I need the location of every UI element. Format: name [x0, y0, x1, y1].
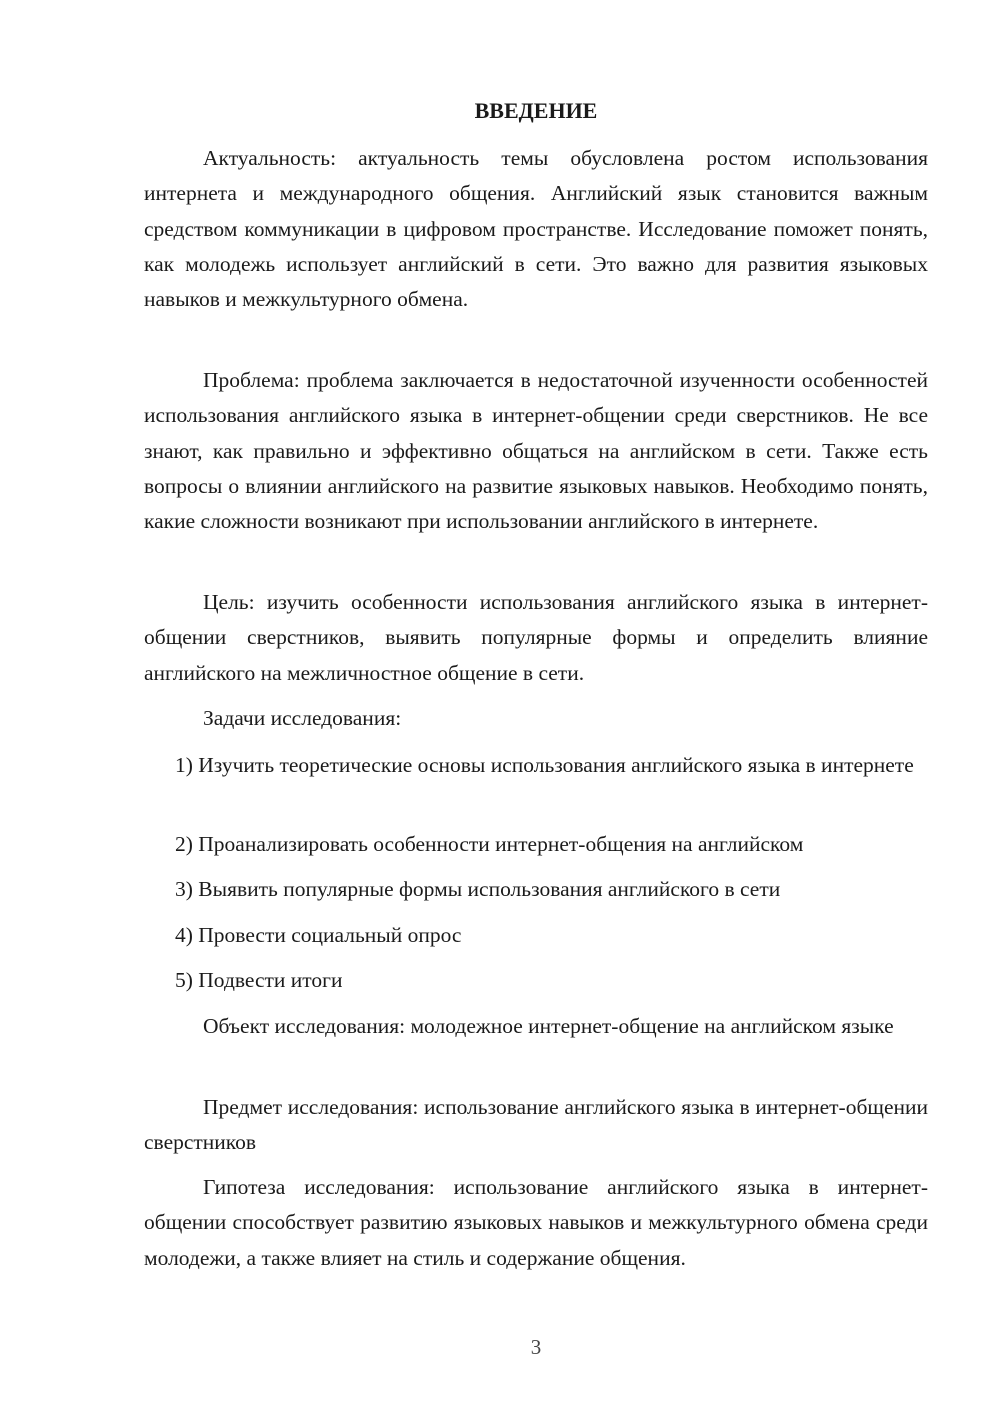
page-number: 3: [530, 1335, 542, 1359]
hypothesis-paragraph: Гипотеза исследования: использование английского языка в интернет-общении способствует развитию языковых навыков и межкультурного обмена среди молодежи, а также влияет на стиль и содержание общения.: [144, 1175, 928, 1270]
task-item: 5) Подвести итоги: [175, 968, 343, 992]
task-item: 4) Провести социальный опрос: [175, 923, 462, 947]
relevance-paragraph: Актуальность: актуальность темы обусловлена ростом использования интернета и международного общения. Английский язык становится важным средством коммуникации в цифровом пространстве. Исследование поможет понять, как молодежь использует английский в сети. Это важно для развития языковых навыков и межкультурного обмена.: [144, 146, 928, 312]
task-item: 2) Проанализировать особенности интернет-общения на английском: [175, 832, 804, 856]
goal-paragraph: Цель: изучить особенности использования английского языка в интернет-общении сверстников, выявить популярные формы и определить влияние английского на межличностное общение в сети.: [144, 590, 928, 685]
subject-paragraph: Предмет исследования: использование английского языка в интернет-общении сверстников: [144, 1095, 928, 1155]
section-heading: ВВЕДЕНИЕ: [474, 98, 598, 123]
task-item: 3) Выявить популярные формы использования английского в сети: [175, 877, 781, 901]
object-paragraph: Объект исследования: молодежное интернет-общение на английском языке: [203, 1014, 894, 1038]
task-item: 1) Изучить теоретические основы использования английского языка в интернете: [175, 753, 914, 777]
problem-paragraph: Проблема: проблема заключается в недостаточной изученности особенностей использования английского языка в интернет-общении среди сверстников. Не все знают, как правильно и эффективно общаться на английском в сети. Также есть вопросы о влиянии английского на развитие языковых навыков. Необходимо понять, какие сложности возникают при использовании английского в интернете.: [144, 368, 928, 534]
tasks-title: Задачи исследования:: [203, 706, 402, 730]
